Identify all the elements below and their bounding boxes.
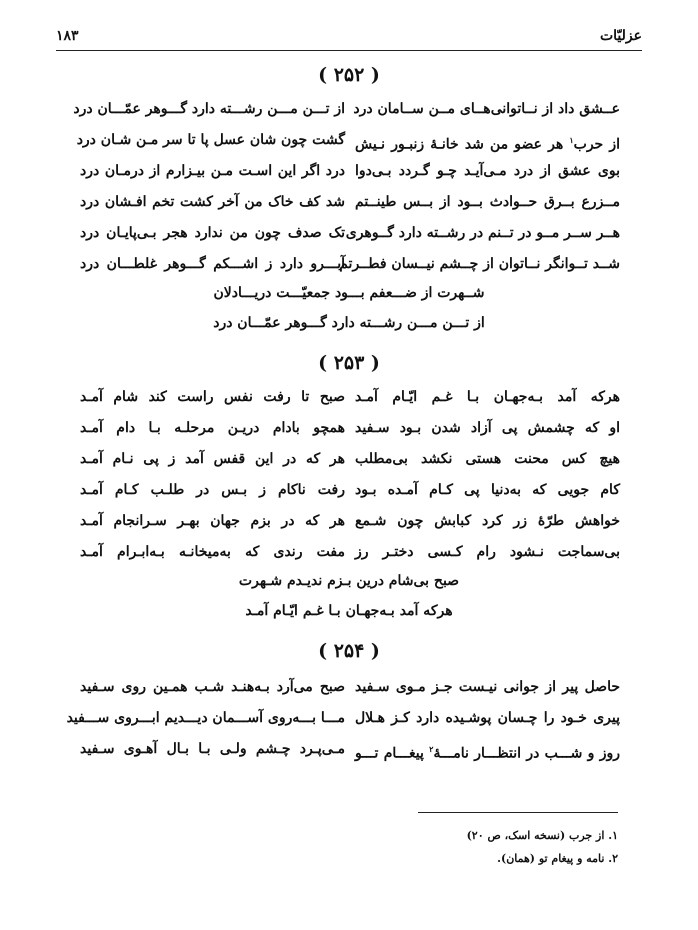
couplet <box>66 703 620 733</box>
page-header <box>56 24 642 48</box>
hemistich-text: روز و شـــب در انتظـــار نامـــهٔ <box>433 745 621 762</box>
hemistich-first: هیچ کس محنت هستی نکشد بی‌مطلب <box>355 451 620 467</box>
couplet <box>76 125 620 155</box>
footnote-marker: ۲ <box>429 744 434 754</box>
couplet <box>80 475 620 505</box>
hemistich-second: آبـــرو دارد ز اشـــکم گـــوهر غلطـــان درد <box>80 256 345 272</box>
hemistich-second: هر که در این قفس آمد ز پی نـام آمـد <box>80 451 345 467</box>
hemistich-first: او که چشمش پی آزاد شدن بـود سـفید <box>355 420 620 436</box>
hemistich-first: شــد تــوانگر نــاتوان از چــشم نیــسان فطــرتم <box>339 256 620 272</box>
couplet <box>80 249 620 279</box>
hemistich-first: مــزرع بــرق حــوادث بــود از بــس طینــتم <box>355 194 620 210</box>
footnote-2: ۲. نامه و پیغام تو (همان). <box>497 852 618 865</box>
hemistich-second: از تـــن مـــن رشـــته دارد گـــوهر عمّـــان درد <box>73 101 345 117</box>
couplet <box>80 156 620 186</box>
hemistich-first: کام جویی که به‌دنیا پی کـام آمـده بـود <box>355 482 620 498</box>
footnote-divider <box>418 812 618 813</box>
hemistich-second: تک صدف چون من ندارد هجر بـی‌پایـان درد <box>80 225 345 241</box>
couplet <box>80 672 620 702</box>
header-divider <box>56 50 642 51</box>
hemistich-text: هر عضو من شد خانـهٔ زنبـور نـیش <box>355 136 570 153</box>
couplet <box>80 413 620 443</box>
couplet <box>80 444 620 474</box>
footnote-1: ۱. از جرب (نسخه اسک، ص ۲۰) <box>466 829 618 842</box>
footnote-marker: ۱ <box>569 135 574 145</box>
couplet <box>73 94 620 124</box>
couplet <box>80 218 620 248</box>
section-title: عزلیّات <box>599 28 642 44</box>
hemistich-first: عــشق داد از نــاتوانی‌هــای مــن ســامان درد <box>353 101 620 117</box>
couplet <box>80 187 620 217</box>
hemistich-first <box>355 125 620 160</box>
hemistich-second: رفت ناکام ز بـس در طلـب کـام آمـد <box>80 482 345 498</box>
hemistich-text: از حرب <box>573 136 620 153</box>
couplet <box>80 734 620 764</box>
hemistich-second: مـــا بـــه‌روی آســـمان دیـــدیم ابـــروی ســـفید <box>66 710 345 726</box>
hemistich-first: هرکه آمد بـه‌جهـان بـا غـم ایّـام آمـد <box>355 389 620 405</box>
hemistich-first <box>355 734 620 769</box>
hemistich-second: صبح تا رفت نفس راست کند شام آمـد <box>80 389 345 405</box>
closing-line: شــهرت از ضـــعفم بـــود جمعیّـــت دریـــادلان <box>213 285 485 301</box>
closing-line: صبح بی‌شام درین بـزم ندیـدم شـهرت <box>238 573 460 589</box>
hemistich-first: بوی عشق از درد مـی‌آیـد چـو گـردد بـی‌دوا <box>355 163 620 179</box>
couplet <box>80 537 620 567</box>
hemistich-second: شد کف خاک من آخر کشت تخم افـشان درد <box>80 194 345 210</box>
closing-line: از تـــن مـــن رشـــته دارد گـــوهر عمّـــان درد <box>213 315 485 331</box>
poem-title-254: ( ۲۵۴ ) <box>318 640 380 662</box>
hemistich-second: صبح می‌آرد بـه‌هنـد شـب همـین روی سـفید <box>80 679 345 695</box>
hemistich-second: همچو بادام دریـن مرحلـه بـا دام آمـد <box>80 420 345 436</box>
couplet <box>80 506 620 536</box>
page-number: ۱۸۳ <box>56 28 79 44</box>
hemistich-text: پیغـــام تـــو <box>355 745 430 762</box>
poem-title-253: ( ۲۵۳ ) <box>318 352 380 374</box>
hemistich-second: درد اگر این اسـت مـن بیـزارم از درمـان درد <box>80 163 345 179</box>
hemistich-first: حاصل پیر از جوانی نیـست جـز مـوی سـفید <box>355 679 620 695</box>
hemistich-second: مفت رندی که به‌میخانـه بـه‌ابـرام آمـد <box>80 544 345 560</box>
hemistich-second: گشت چون شان عسل پا تا سر مـن شـان درد <box>76 132 345 148</box>
poem-title-252: ( ۲۵۲ ) <box>318 64 380 86</box>
hemistich-first: بی‌سماجت نـشود رام کـسی دختـر رز <box>355 544 620 560</box>
closing-line: هرکه آمد بـه‌جهـان بـا غـم ایّـام آمـد <box>245 603 453 619</box>
hemistich-first: خواهش طرّهٔ زر کرد کبابش چون شـمع <box>355 513 620 529</box>
hemistich-first: پیری خـود را چـسان پوشـیده دارد کـز هـلال <box>355 710 620 726</box>
hemistich-second: مـی‌پـرد چـشم ولـی بـا بـال آهـوی سـفید <box>80 741 345 757</box>
couplet <box>80 382 620 412</box>
hemistich-second: هر که در بزم جهان بهـر سـرانجام آمـد <box>80 513 345 529</box>
hemistich-first: هــر ســر مــو در تــنم در رشــته دارد گــوهری <box>345 225 620 241</box>
